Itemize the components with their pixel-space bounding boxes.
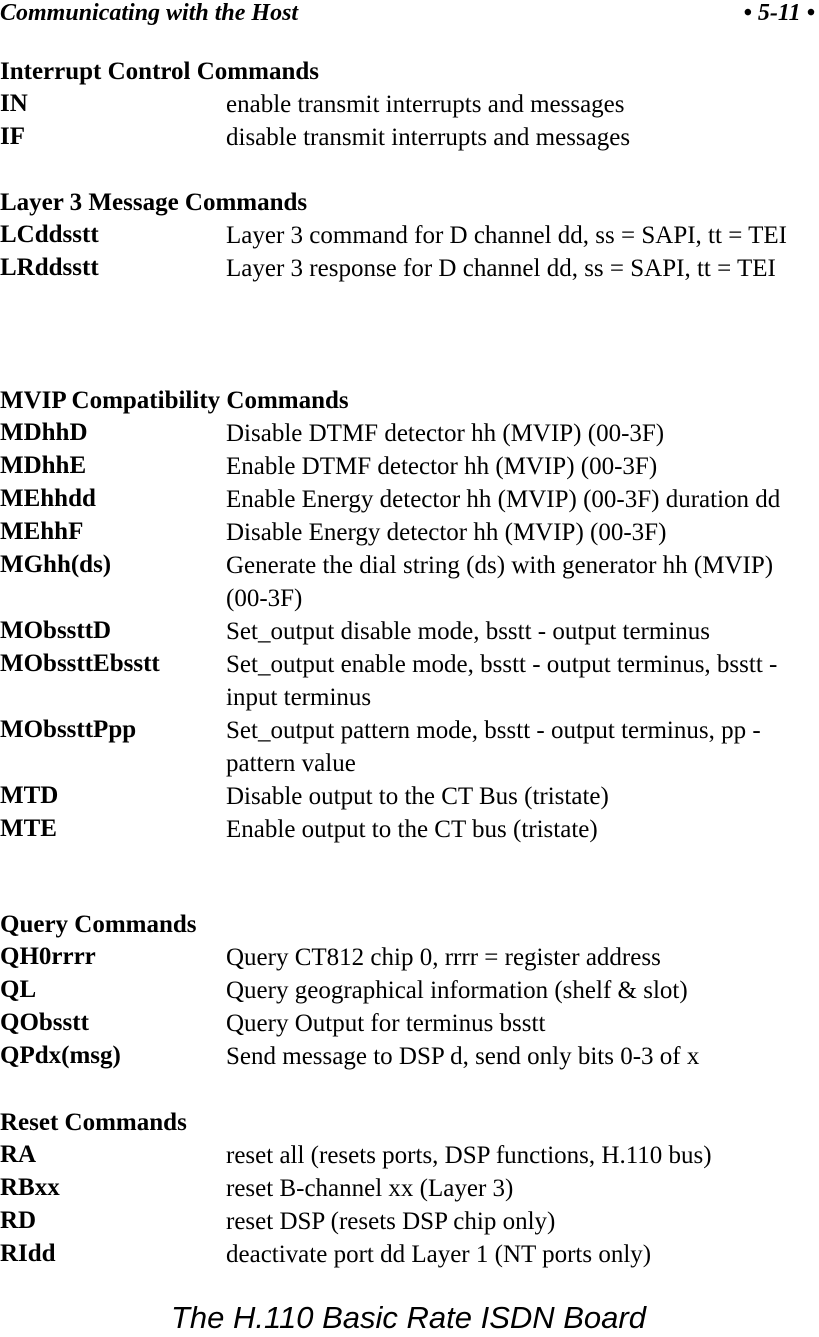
command-code: MEhhF xyxy=(0,518,84,545)
command-row xyxy=(0,1238,819,1271)
command-description: Send message to DSP d, send only bits 0-3 of x xyxy=(226,1043,700,1070)
command-code: IN xyxy=(0,90,28,117)
footer-title: The H.110 Basic Rate ISDN Board xyxy=(171,1300,646,1335)
command-code: RBxx xyxy=(0,1174,60,1201)
command-description: Enable output to the CT bus (tristate) xyxy=(226,816,598,843)
command-description: Enable DTMF detector hh (MVIP) (00-3F) xyxy=(226,453,658,480)
command-description: enable transmit interrupts and messages xyxy=(226,91,625,118)
command-row xyxy=(0,88,819,121)
command-description: Disable DTMF detector hh (MVIP) (00-3F) xyxy=(226,420,665,447)
command-code: MEhhdd xyxy=(0,485,96,512)
command-row xyxy=(0,516,819,549)
section-query xyxy=(0,909,819,1073)
section-title: Reset Commands xyxy=(0,1109,187,1136)
command-description: reset DSP (resets DSP chip only) xyxy=(226,1208,556,1235)
command-code: MObssttEbsstt xyxy=(0,650,160,677)
command-description: reset B-channel xx (Layer 3) xyxy=(226,1175,514,1202)
command-row xyxy=(0,780,819,813)
command-description: Query CT812 chip 0, rrrr = register address xyxy=(226,944,661,971)
command-row xyxy=(0,974,819,1007)
command-row xyxy=(0,252,819,285)
command-description: Set_output enable mode, bsstt - output terminus, bsstt - input terminus xyxy=(226,651,778,711)
command-code: QObsstt xyxy=(0,1009,89,1036)
command-row xyxy=(0,450,819,483)
section-title: Query Commands xyxy=(0,911,197,938)
page-footer xyxy=(0,1300,819,1336)
command-row xyxy=(0,1172,819,1205)
command-row xyxy=(0,549,819,615)
command-row xyxy=(0,813,819,846)
command-description: Query Output for terminus bsstt xyxy=(226,1010,546,1037)
command-description: Generate the dial string (ds) with generator hh (MVIP) (00-3F) xyxy=(226,552,774,612)
page-header xyxy=(0,0,819,30)
section-title: Layer 3 Message Commands xyxy=(0,189,308,216)
command-code: RA xyxy=(0,1141,37,1168)
command-row xyxy=(0,483,819,516)
section-title: MVIP Compatibility Commands xyxy=(0,387,349,414)
command-code: LCddsstt xyxy=(0,221,99,248)
command-code: MDhhE xyxy=(0,452,87,479)
section-title: Interrupt Control Commands xyxy=(0,58,319,85)
command-code: LRddsstt xyxy=(0,254,99,281)
command-code: MObssttD xyxy=(0,617,112,644)
command-code: QPdx(msg) xyxy=(0,1042,121,1069)
command-row xyxy=(0,1139,819,1172)
command-row xyxy=(0,1007,819,1040)
section-mvip-compatibility xyxy=(0,385,819,846)
command-code: MTD xyxy=(0,782,59,809)
command-description: Disable Energy detector hh (MVIP) (00-3F) xyxy=(226,519,667,546)
command-description: Disable output to the CT Bus (tristate) xyxy=(226,783,609,810)
command-row xyxy=(0,714,819,780)
command-description: Set_output disable mode, bsstt - output terminus xyxy=(226,618,710,645)
command-description: Query geographical information (shelf & slot) xyxy=(226,977,688,1004)
page-number: • 5-11 • xyxy=(743,0,815,26)
command-code: RIdd xyxy=(0,1240,56,1267)
command-description: disable transmit interrupts and messages xyxy=(226,124,631,151)
header-title: Communicating with the Host xyxy=(0,0,299,26)
command-description: Set_output pattern mode, bsstt - output terminus, pp - pattern value xyxy=(226,717,761,777)
section-interrupt-control xyxy=(0,56,819,154)
command-code: MObssttPpp xyxy=(0,716,137,743)
command-row xyxy=(0,648,819,714)
section-reset xyxy=(0,1107,819,1271)
command-row xyxy=(0,417,819,450)
command-code: RD xyxy=(0,1207,37,1234)
command-code: QH0rrrr xyxy=(0,943,96,970)
command-row xyxy=(0,219,819,252)
command-code: IF xyxy=(0,123,25,150)
command-description: Enable Energy detector hh (MVIP) (00-3F) duration dd xyxy=(226,486,781,513)
command-code: MGhh(ds) xyxy=(0,551,112,578)
command-description: reset all (resets ports, DSP functions, H.110 bus) xyxy=(226,1142,712,1169)
command-code: MTE xyxy=(0,815,57,842)
command-description: Layer 3 response for D channel dd, ss = SAPI, tt = TEI xyxy=(226,255,776,282)
command-row xyxy=(0,1205,819,1238)
section-layer3-message xyxy=(0,187,819,285)
command-row xyxy=(0,941,819,974)
command-code: MDhhD xyxy=(0,419,88,446)
command-row xyxy=(0,1040,819,1073)
command-row xyxy=(0,121,819,154)
command-row xyxy=(0,615,819,648)
command-description: Layer 3 command for D channel dd, ss = SAPI, tt = TEI xyxy=(226,222,787,249)
command-description: deactivate port dd Layer 1 (NT ports only) xyxy=(226,1241,652,1268)
command-code: QL xyxy=(0,976,37,1003)
